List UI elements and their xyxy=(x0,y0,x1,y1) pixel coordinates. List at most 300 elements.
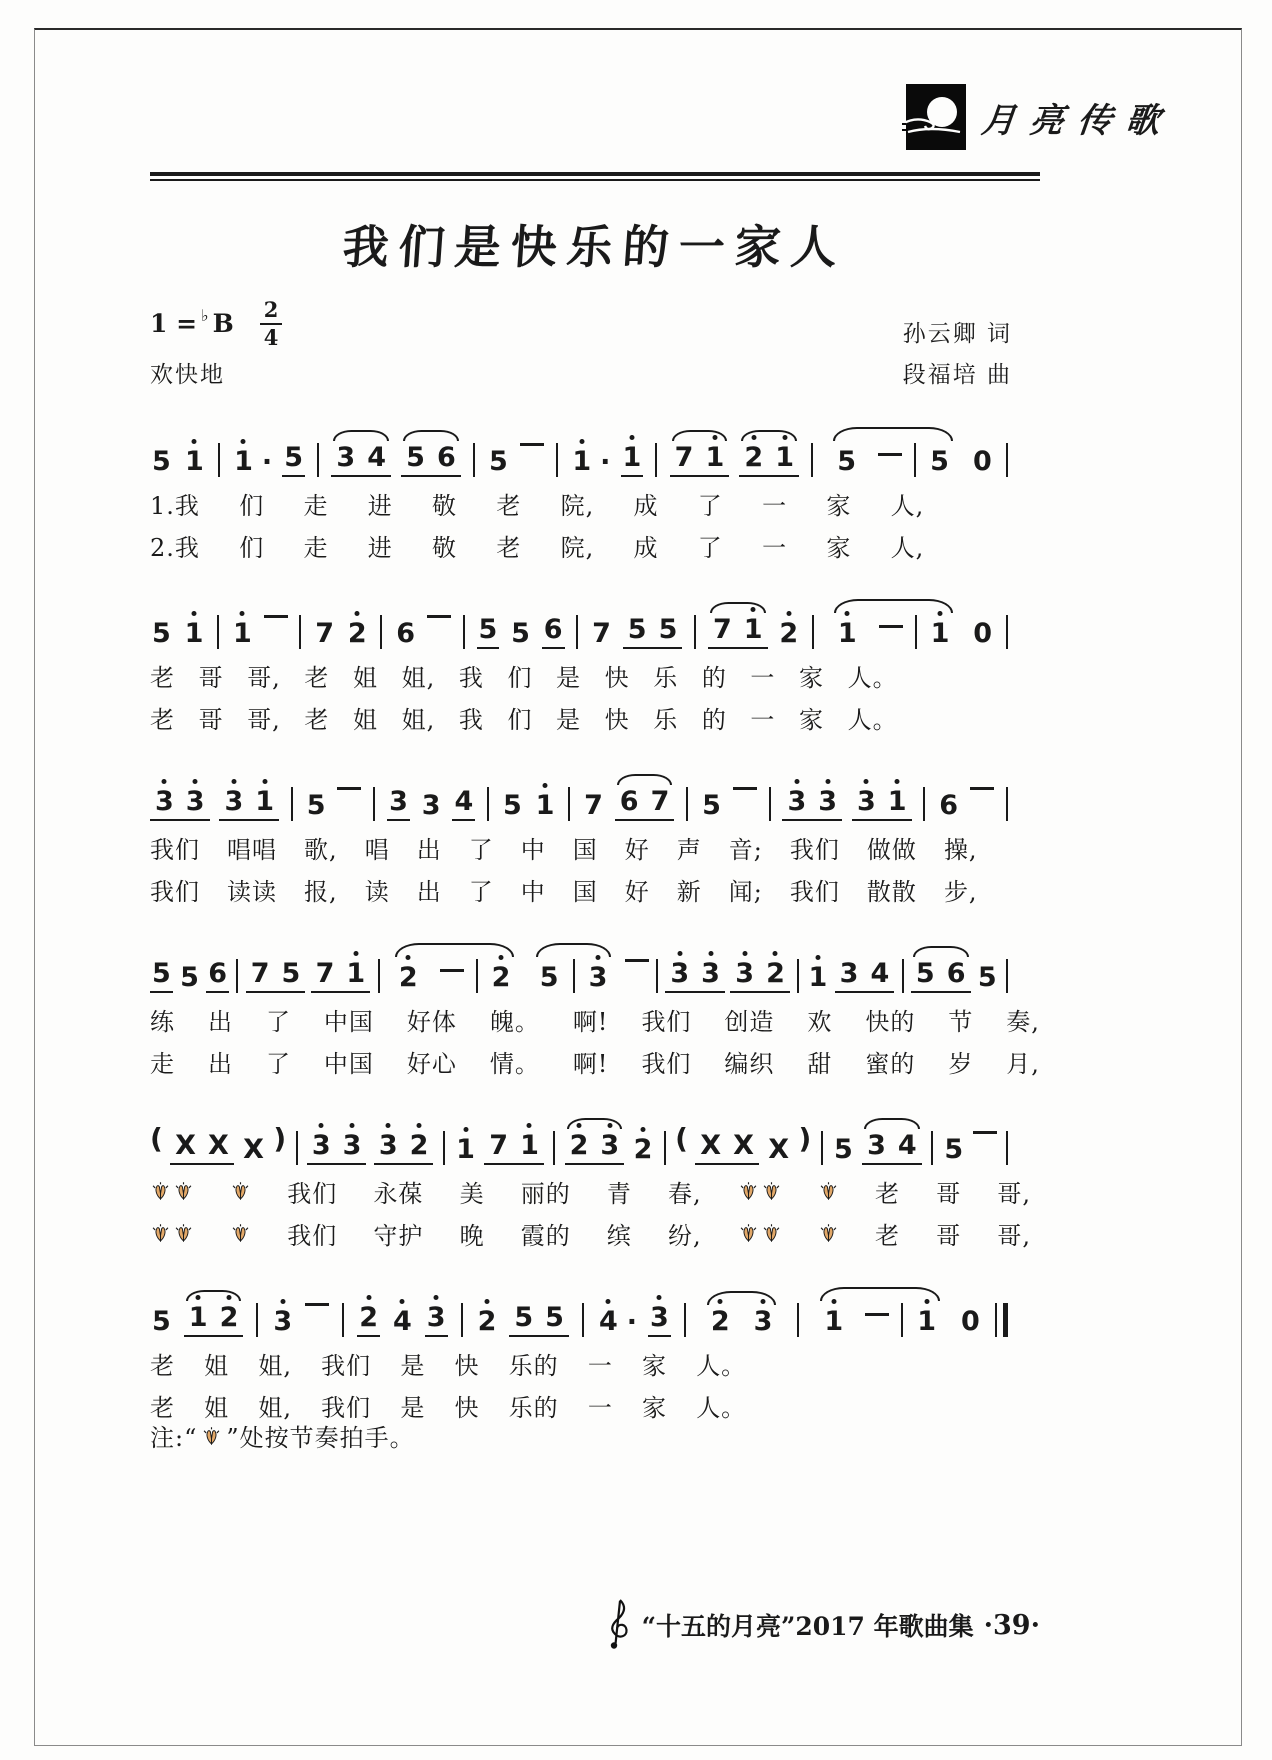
lyric-syllable: 人, xyxy=(890,491,925,520)
music-system xyxy=(150,939,1040,1077)
beamed-group xyxy=(307,1131,367,1165)
lyric-syllable: 散散 xyxy=(866,877,917,906)
barline xyxy=(821,1131,823,1165)
composer-credit: 段福培 曲 xyxy=(902,362,1012,388)
beamed-group xyxy=(670,443,730,477)
lyric-syllable: 啊! xyxy=(572,1007,609,1036)
lyric-syllable: 蜜的 xyxy=(865,1049,916,1078)
note: 1 xyxy=(822,1307,845,1337)
beamed-group xyxy=(311,959,371,993)
lyrics-line xyxy=(150,529,924,561)
note: 3 xyxy=(752,1307,775,1337)
note: 3 xyxy=(222,787,245,817)
note: 3 xyxy=(377,1131,400,1161)
lyric-syllable: 甜 xyxy=(807,1049,833,1078)
note: 2 xyxy=(490,963,513,993)
note: 5 xyxy=(150,959,173,993)
note: X xyxy=(700,1130,722,1162)
notation-line xyxy=(150,767,1010,821)
note: 7 xyxy=(650,786,670,818)
lyric-syllable: 晚 xyxy=(459,1221,485,1250)
brand xyxy=(902,84,1272,150)
lyric-syllable: 做做 xyxy=(866,835,917,864)
lyric-syllable: 院, xyxy=(560,491,595,520)
barline xyxy=(914,443,916,477)
lyric-syllable: 创造 xyxy=(724,1007,775,1036)
tie-span xyxy=(699,1307,785,1337)
barline xyxy=(256,1303,258,1337)
note: 6 xyxy=(939,790,959,822)
lyric-syllable: 哥, xyxy=(247,705,281,734)
note: 1 xyxy=(187,1303,210,1333)
lyric-syllable: 是 xyxy=(556,663,582,692)
brand-name: 月亮传歌 xyxy=(979,100,1176,141)
music-system xyxy=(150,1111,1040,1249)
octave-dot xyxy=(864,779,869,784)
lyric-syllable: 中国 xyxy=(323,1049,374,1078)
beamed-group xyxy=(565,1131,625,1165)
slur-arc xyxy=(710,602,766,613)
note: 1 xyxy=(886,787,909,817)
lyric-syllable: 姐, xyxy=(401,705,436,734)
note: X xyxy=(768,1134,790,1166)
duration-dash xyxy=(865,1313,889,1316)
clap-single xyxy=(818,1181,839,1201)
barline xyxy=(476,959,478,993)
clap-pair xyxy=(150,1181,194,1201)
lyric-syllable: 练 xyxy=(150,1007,175,1036)
note: X xyxy=(243,1134,264,1166)
note: 3 xyxy=(598,1131,621,1161)
barline xyxy=(568,787,570,821)
note: 3 xyxy=(421,790,441,822)
lyric-syllable: 魄。 xyxy=(489,1007,540,1036)
octave-dot xyxy=(794,779,799,784)
note: 1 xyxy=(183,619,206,649)
lyric-syllable: 情。 xyxy=(489,1049,540,1078)
lyric-syllable: 人。 xyxy=(847,705,898,734)
duration-dash xyxy=(427,615,451,618)
note: 1 xyxy=(742,615,765,645)
lyric-syllable: 歌, xyxy=(304,835,338,864)
moon-wave-logo-icon xyxy=(902,84,966,150)
octave-dot xyxy=(815,955,820,960)
note: 1 xyxy=(534,791,557,821)
slur-arc xyxy=(741,430,797,441)
note: 3 xyxy=(184,787,207,817)
lyric-syllable: 们 xyxy=(507,705,533,734)
parenthesis: ( xyxy=(150,1121,163,1155)
beamed-group xyxy=(509,1303,569,1337)
note: 1 xyxy=(773,443,796,473)
lyric-syllable: 走 xyxy=(150,1049,175,1078)
notation-line xyxy=(150,939,1010,993)
lyric-syllable: 出 xyxy=(416,877,442,906)
note: 1 xyxy=(183,447,206,477)
lyric-syllable: 我们 xyxy=(321,1351,372,1380)
octave-dot xyxy=(162,779,167,784)
lyric-syllable: 一 xyxy=(750,663,776,692)
lyric-syllable: 快 xyxy=(604,663,630,692)
tie-arc xyxy=(833,427,953,441)
note: 7 xyxy=(315,618,335,650)
note: 5 xyxy=(702,790,721,822)
barline xyxy=(317,443,319,477)
note: 7 xyxy=(250,958,270,990)
clap-single xyxy=(230,1223,251,1243)
clap-icon xyxy=(738,1223,759,1243)
barline xyxy=(373,787,375,821)
barline xyxy=(582,1303,584,1337)
lyric-syllable: 哥 xyxy=(198,705,224,734)
barline xyxy=(573,959,575,993)
augmentation-dot: · xyxy=(261,446,273,478)
barline xyxy=(915,615,917,649)
note: 2 xyxy=(777,619,800,649)
octave-dot xyxy=(196,1295,201,1300)
note: 5 xyxy=(282,443,305,477)
lyric-syllable: 国 xyxy=(572,835,598,864)
note: 3 xyxy=(867,1130,886,1162)
music-system xyxy=(150,423,1040,561)
duration-dash xyxy=(625,959,649,962)
note-text-right: ”处按节奏拍手。 xyxy=(226,1424,415,1452)
tie-span xyxy=(812,1303,948,1337)
octave-dot xyxy=(742,951,747,956)
clap-single xyxy=(230,1181,251,1201)
note: 5 xyxy=(658,614,678,646)
note: 2 xyxy=(357,1303,380,1337)
lyric-syllable: 老 xyxy=(304,663,330,692)
barline xyxy=(797,1303,799,1337)
octave-dot xyxy=(366,1295,371,1300)
beamed-group xyxy=(852,787,912,821)
lyric-syllable: 一 xyxy=(587,1351,613,1380)
octave-dot xyxy=(607,1123,612,1128)
lyric-syllable: 了 xyxy=(468,877,494,906)
duration-dash xyxy=(878,453,902,456)
octave-dot xyxy=(786,611,791,616)
octave-dot xyxy=(355,611,360,616)
lyric-syllable: 走 xyxy=(303,533,329,562)
song-title: 我们是快乐的一家人 xyxy=(340,220,849,274)
note: 5 xyxy=(502,790,522,822)
clap-icon xyxy=(761,1223,782,1243)
note: 1 xyxy=(621,443,644,477)
lyric-syllable: 老 xyxy=(875,1179,901,1208)
barline xyxy=(556,443,558,477)
page-footer xyxy=(150,1598,1040,1652)
lyric-syllable: 老 xyxy=(150,663,175,692)
slur-arc xyxy=(617,774,673,785)
meter-denominator: 4 xyxy=(263,325,279,350)
clap-icon xyxy=(230,1223,251,1243)
lyric-syllable: 老 xyxy=(304,705,330,734)
header xyxy=(150,84,1176,162)
lyric-syllable: 步, xyxy=(943,877,978,906)
octave-dot xyxy=(386,1123,391,1128)
note: 4 xyxy=(367,442,386,474)
lyric-syllable: 音; xyxy=(728,835,763,864)
note: 5 xyxy=(306,790,326,822)
barline xyxy=(487,787,489,821)
note: 3 xyxy=(855,787,878,817)
lyric-syllable: 读 xyxy=(364,877,390,906)
parenthesis: ) xyxy=(798,1121,812,1155)
duration-dash xyxy=(973,1131,997,1134)
note: 7 xyxy=(489,1130,509,1162)
note: 3 xyxy=(699,959,722,989)
lyric-syllable: 守护 xyxy=(373,1221,424,1250)
clap-pair xyxy=(738,1223,782,1243)
lyric-syllable: 姐 xyxy=(204,1351,230,1380)
lyrics-line xyxy=(150,1217,1031,1249)
lyric-syllable: 欢 xyxy=(807,1007,833,1036)
lyric-syllable: 我们 xyxy=(789,877,840,906)
lyric-syllable: 月, xyxy=(1006,1049,1040,1078)
duration-dash xyxy=(520,443,544,446)
note: 5 xyxy=(977,962,997,994)
lyric-syllable: 一 xyxy=(750,705,776,734)
final-barline xyxy=(993,1303,1010,1337)
lyric-syllable: 是 xyxy=(400,1351,426,1380)
notation-line xyxy=(150,595,1010,649)
lyric-syllable: 快 xyxy=(454,1351,480,1380)
octave-dot xyxy=(192,439,197,444)
beamed-group xyxy=(665,959,725,993)
lyric-syllable: 哥, xyxy=(997,1179,1031,1208)
lyric-syllable: 美 xyxy=(459,1179,485,1208)
octave-dot xyxy=(751,435,756,440)
note: 5 xyxy=(281,958,301,990)
lyric-syllable: 进 xyxy=(367,533,393,562)
music-system xyxy=(150,767,1040,905)
note: 3 xyxy=(785,787,808,817)
lyric-syllable: 丽的 xyxy=(520,1179,571,1208)
lyric-syllable: 们 xyxy=(239,533,265,562)
beamed-group xyxy=(401,443,461,477)
lyric-syllable: 姐, xyxy=(258,1351,292,1380)
barline xyxy=(463,615,465,649)
note: 5 xyxy=(837,446,857,478)
page-number: ·39· xyxy=(983,1609,1040,1641)
lyric-syllable: 成 xyxy=(633,533,659,562)
note: 1 xyxy=(454,1135,477,1165)
lyrics-line xyxy=(150,701,898,733)
note: X xyxy=(733,1130,754,1162)
note: 5 xyxy=(930,446,949,478)
lyric-syllable: 读读 xyxy=(227,877,278,906)
note: 3 xyxy=(816,787,839,817)
lyric-syllable: 人。 xyxy=(696,1351,747,1380)
lyric-syllable: 快的 xyxy=(865,1007,916,1036)
lyric-syllable: 唱 xyxy=(364,835,390,864)
octave-dot xyxy=(319,1123,324,1128)
barline xyxy=(342,1303,344,1337)
note: 5 xyxy=(477,615,500,649)
tie-span xyxy=(825,443,961,477)
lyric-syllable: 哥 xyxy=(198,663,224,692)
lyric-syllable: 姐, xyxy=(401,663,436,692)
octave-dot xyxy=(527,1123,532,1128)
lyric-syllable: 岁 xyxy=(948,1049,974,1078)
lyrics-line xyxy=(150,1003,1040,1035)
lyric-syllable: 老 xyxy=(150,1351,175,1380)
barline xyxy=(655,443,657,477)
note: 3 xyxy=(310,1131,333,1161)
barline xyxy=(694,615,696,649)
barline xyxy=(931,1131,933,1165)
note: 4 xyxy=(452,787,475,821)
lyric-syllable: 中国 xyxy=(323,1007,374,1036)
lyric-syllable: 是 xyxy=(400,1393,426,1422)
treble-clef-icon xyxy=(606,1598,632,1652)
lyric-syllable: 1.我 xyxy=(150,491,200,520)
octave-dot xyxy=(825,779,830,784)
note: 1 xyxy=(836,619,859,649)
lyric-syllable: 啊! xyxy=(572,1049,609,1078)
tempo-row xyxy=(150,356,1040,389)
lyric-syllable: 进 xyxy=(367,491,393,520)
octave-dot xyxy=(761,1299,766,1304)
barline xyxy=(1006,787,1008,821)
octave-dot xyxy=(226,1295,231,1300)
barline xyxy=(461,1303,463,1337)
music-systems xyxy=(150,423,1040,1421)
beamed-group xyxy=(862,1131,922,1165)
lyric-syllable: 我们 xyxy=(150,835,200,864)
octave-dot xyxy=(484,1299,489,1304)
lyric-syllable: 家 xyxy=(826,533,852,562)
meter-numerator: 2 xyxy=(260,299,283,325)
tie-arc xyxy=(395,943,515,957)
lyric-syllable: 一 xyxy=(762,533,788,562)
lyric-syllable: 哥 xyxy=(936,1179,962,1208)
octave-dot xyxy=(938,611,943,616)
barline xyxy=(443,1131,445,1165)
octave-dot xyxy=(280,1299,285,1304)
clap-icon xyxy=(201,1426,222,1446)
note: 6 xyxy=(396,618,416,650)
slur-arc xyxy=(864,1118,920,1129)
lyric-syllable: 敬 xyxy=(432,491,458,520)
lyric-syllable: 老 xyxy=(150,705,175,734)
note: 2 xyxy=(476,1307,499,1337)
lyric-syllable: 青 xyxy=(606,1179,632,1208)
beamed-group xyxy=(170,1131,234,1165)
barline xyxy=(553,1131,555,1165)
octave-dot xyxy=(924,1299,929,1304)
duration-dash xyxy=(264,615,288,618)
clap-icon xyxy=(230,1181,251,1201)
parenthesis: ( xyxy=(675,1121,688,1155)
beamed-group xyxy=(246,959,306,993)
octave-dot xyxy=(657,1295,662,1300)
barline xyxy=(576,615,578,649)
note: 5 xyxy=(152,446,171,478)
note: 6 xyxy=(542,615,565,649)
lyric-syllable: 我 xyxy=(458,663,484,692)
lyrics-line xyxy=(150,873,978,905)
note: 5 xyxy=(833,1134,853,1166)
tie-span xyxy=(387,959,523,993)
notation-line xyxy=(150,423,1010,477)
note: 3 xyxy=(668,959,691,989)
clap-single xyxy=(818,1223,839,1243)
note: 5 xyxy=(511,618,530,650)
note: 5 xyxy=(545,1302,564,1334)
note: 5 xyxy=(406,442,425,474)
barline xyxy=(291,787,293,821)
note: 2 xyxy=(632,1135,655,1165)
note: 6 xyxy=(436,442,456,474)
octave-dot xyxy=(579,439,584,444)
octave-dot xyxy=(831,1299,836,1304)
note: 4 xyxy=(870,958,890,990)
tie-span xyxy=(528,959,620,993)
lyric-syllable: 唱唱 xyxy=(227,835,278,864)
note: 6 xyxy=(619,786,639,818)
note: 2 xyxy=(709,1307,732,1337)
lyric-syllable: 乐 xyxy=(653,663,679,692)
lyric-syllable: 奏, xyxy=(1006,1007,1040,1036)
lyric-syllable: 编织 xyxy=(724,1049,775,1078)
slur-arc xyxy=(333,430,389,441)
barline xyxy=(218,443,220,477)
beamed-group xyxy=(331,443,391,477)
lyric-syllable: 哥 xyxy=(936,1221,962,1250)
beamed-group xyxy=(911,959,971,993)
octave-dot xyxy=(845,611,850,616)
lyric-syllable: 哥, xyxy=(247,663,281,692)
note: 2 xyxy=(742,443,765,473)
octave-dot xyxy=(543,783,548,788)
lyric-syllable: 中 xyxy=(520,877,546,906)
octave-dot xyxy=(241,439,246,444)
lyrics-line xyxy=(150,1347,746,1379)
note: X xyxy=(175,1130,196,1162)
lyric-syllable: 老 xyxy=(875,1221,901,1250)
augmentation-dot: · xyxy=(626,1306,638,1338)
octave-dot xyxy=(677,951,682,956)
clap-pair xyxy=(150,1223,194,1243)
barline xyxy=(380,615,382,649)
lyric-syllable: 我们 xyxy=(287,1179,338,1208)
note: 3 xyxy=(839,958,859,990)
key-letter: B xyxy=(212,309,234,338)
barline xyxy=(1006,615,1008,649)
lyric-syllable: 老 xyxy=(496,491,522,520)
notation-line xyxy=(150,1283,1010,1337)
beamed-group xyxy=(184,1303,244,1337)
clap-icon xyxy=(761,1181,782,1201)
barline xyxy=(684,1303,686,1337)
note: 2 xyxy=(218,1303,241,1333)
lyric-syllable: 出 xyxy=(207,1049,233,1078)
note: 5 xyxy=(539,962,559,994)
lyric-syllable: 姐 xyxy=(353,663,379,692)
lyric-syllable: 我们 xyxy=(641,1049,692,1078)
octave-dot xyxy=(577,1123,582,1128)
lyric-syllable: 是 xyxy=(556,705,582,734)
note: 1 xyxy=(518,1131,541,1161)
lyric-syllable: 永葆 xyxy=(373,1179,424,1208)
barline xyxy=(217,615,219,649)
lyric-syllable: 好 xyxy=(624,877,650,906)
meta-row xyxy=(150,299,1040,348)
note: 1 xyxy=(703,443,726,473)
lyrics-line xyxy=(150,1389,746,1421)
